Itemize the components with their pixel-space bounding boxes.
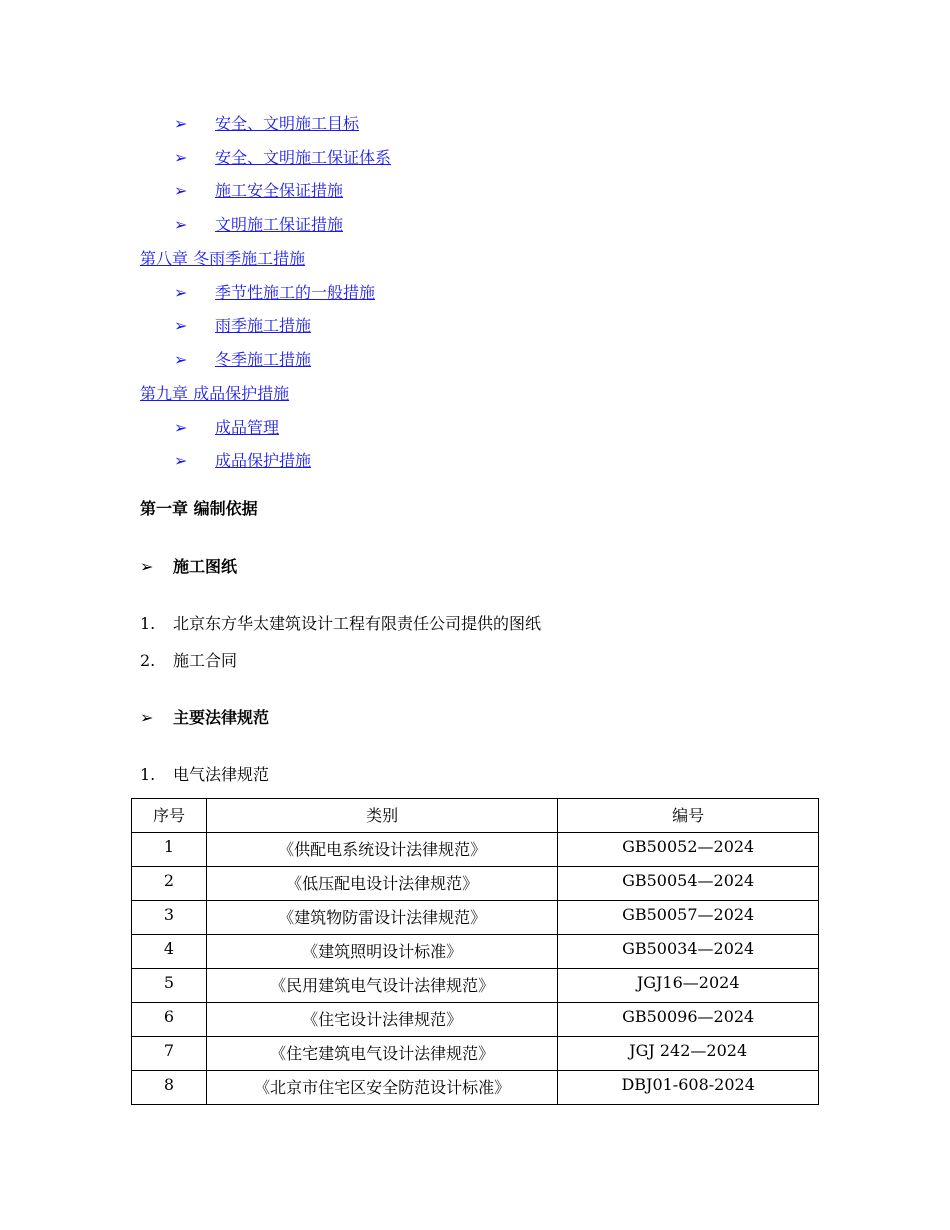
table-row [132, 833, 819, 867]
table-cell-category: 《建筑照明设计标准》 [206, 935, 557, 969]
list-item-text: 北京东方华太建筑设计工程有限责任公司提供的图纸 [173, 614, 542, 633]
arrow-bullet-icon: ➢ [174, 451, 188, 470]
arrow-bullet-icon: ➢ [174, 418, 188, 437]
arrow-bullet-icon: ➢ [174, 114, 188, 133]
table-header-row [132, 799, 819, 833]
toc-link-label: 安全、文明施工目标 [215, 114, 360, 133]
toc-link-chapter-8[interactable] [140, 249, 305, 269]
table-cell-index: 2 [132, 867, 207, 901]
toc-link-label: 文明施工保证措施 [215, 215, 344, 234]
toc-link-chapter-9[interactable] [140, 384, 289, 404]
list-item [140, 765, 269, 785]
table-cell-code: JGJ 242—2024 [558, 1037, 819, 1071]
list-number: 2. [140, 651, 156, 670]
regulations-table [131, 798, 819, 1105]
section-heading-regulations [140, 708, 269, 728]
table-row [132, 901, 819, 935]
toc-link-civilized-construction[interactable] [174, 215, 343, 235]
table-cell-code: GB50054—2024 [558, 867, 819, 901]
table-cell-category: 《建筑物防雷设计法律规范》 [206, 901, 557, 935]
list-number: 1. [140, 614, 156, 633]
toc-link-construction-safety[interactable] [174, 181, 343, 201]
toc-link-safety-goal[interactable] [174, 114, 359, 134]
toc-link-safety-system[interactable] [174, 148, 391, 168]
header-cell-index: 序号 [132, 799, 207, 833]
table-row [132, 1071, 819, 1105]
table-row [132, 935, 819, 969]
list-item-text: 施工合同 [173, 651, 238, 670]
section-heading-drawings [140, 557, 237, 577]
table-cell-index: 7 [132, 1037, 207, 1071]
arrow-bullet-icon: ➢ [140, 557, 154, 576]
arrow-bullet-icon: ➢ [174, 181, 188, 200]
chapter-title: 第一章 编制依据 [140, 499, 258, 518]
table-cell-code: GB50096—2024 [558, 1003, 819, 1037]
header-cell-category: 类别 [206, 799, 557, 833]
arrow-bullet-icon: ➢ [174, 350, 188, 369]
toc-link-rainy-season[interactable] [174, 316, 311, 336]
table-cell-index: 6 [132, 1003, 207, 1037]
toc-link-label: 安全、文明施工保证体系 [215, 148, 392, 167]
list-item [140, 651, 237, 671]
table-cell-category: 《住宅设计法律规范》 [206, 1003, 557, 1037]
toc-link-winter-season[interactable] [174, 350, 311, 370]
list-item-text: 电气法律规范 [173, 765, 270, 784]
toc-link-label: 雨季施工措施 [215, 316, 312, 335]
arrow-bullet-icon: ➢ [174, 215, 188, 234]
table-cell-category: 《供配电系统设计法律规范》 [206, 833, 557, 867]
list-number: 1. [140, 765, 156, 784]
table-row [132, 969, 819, 1003]
toc-link-label: 季节性施工的一般措施 [215, 283, 376, 302]
toc-link-label: 成品保护措施 [215, 451, 312, 470]
section-heading-label: 主要法律规范 [173, 708, 270, 727]
toc-link-label: 冬季施工措施 [215, 350, 312, 369]
table-cell-index: 8 [132, 1071, 207, 1105]
arrow-bullet-icon: ➢ [174, 316, 188, 335]
list-item [140, 614, 541, 634]
table-cell-category: 《低压配电设计法律规范》 [206, 867, 557, 901]
table-cell-index: 3 [132, 901, 207, 935]
table-cell-code: JGJ16—2024 [558, 969, 819, 1003]
toc-link-label: 第九章 成品保护措施 [140, 384, 290, 403]
table-cell-category: 《民用建筑电气设计法律规范》 [206, 969, 557, 1003]
section-heading-label: 施工图纸 [173, 557, 238, 576]
table-row [132, 1037, 819, 1071]
table-row [132, 1003, 819, 1037]
toc-link-label: 成品管理 [215, 418, 280, 437]
table-cell-category: 《住宅建筑电气设计法律规范》 [206, 1037, 557, 1071]
table-cell-code: GB50034—2024 [558, 935, 819, 969]
table-row [132, 867, 819, 901]
table-cell-index: 1 [132, 833, 207, 867]
table-cell-code: DBJ01-608-2024 [558, 1071, 819, 1105]
header-cell-code: 编号 [558, 799, 819, 833]
toc-link-product-management[interactable] [174, 418, 279, 438]
arrow-bullet-icon: ➢ [174, 148, 188, 167]
toc-link-product-protection[interactable] [174, 451, 311, 471]
toc-link-label: 第八章 冬雨季施工措施 [140, 249, 306, 268]
table-cell-index: 5 [132, 969, 207, 1003]
arrow-bullet-icon: ➢ [140, 708, 154, 727]
arrow-bullet-icon: ➢ [174, 283, 188, 302]
table-cell-code: GB50057—2024 [558, 901, 819, 935]
table-cell-code: GB50052—2024 [558, 833, 819, 867]
table-cell-category: 《北京市住宅区安全防范设计标准》 [206, 1071, 557, 1105]
toc-link-seasonal-measures[interactable] [174, 283, 375, 303]
table-cell-index: 4 [132, 935, 207, 969]
toc-link-label: 施工安全保证措施 [215, 181, 344, 200]
